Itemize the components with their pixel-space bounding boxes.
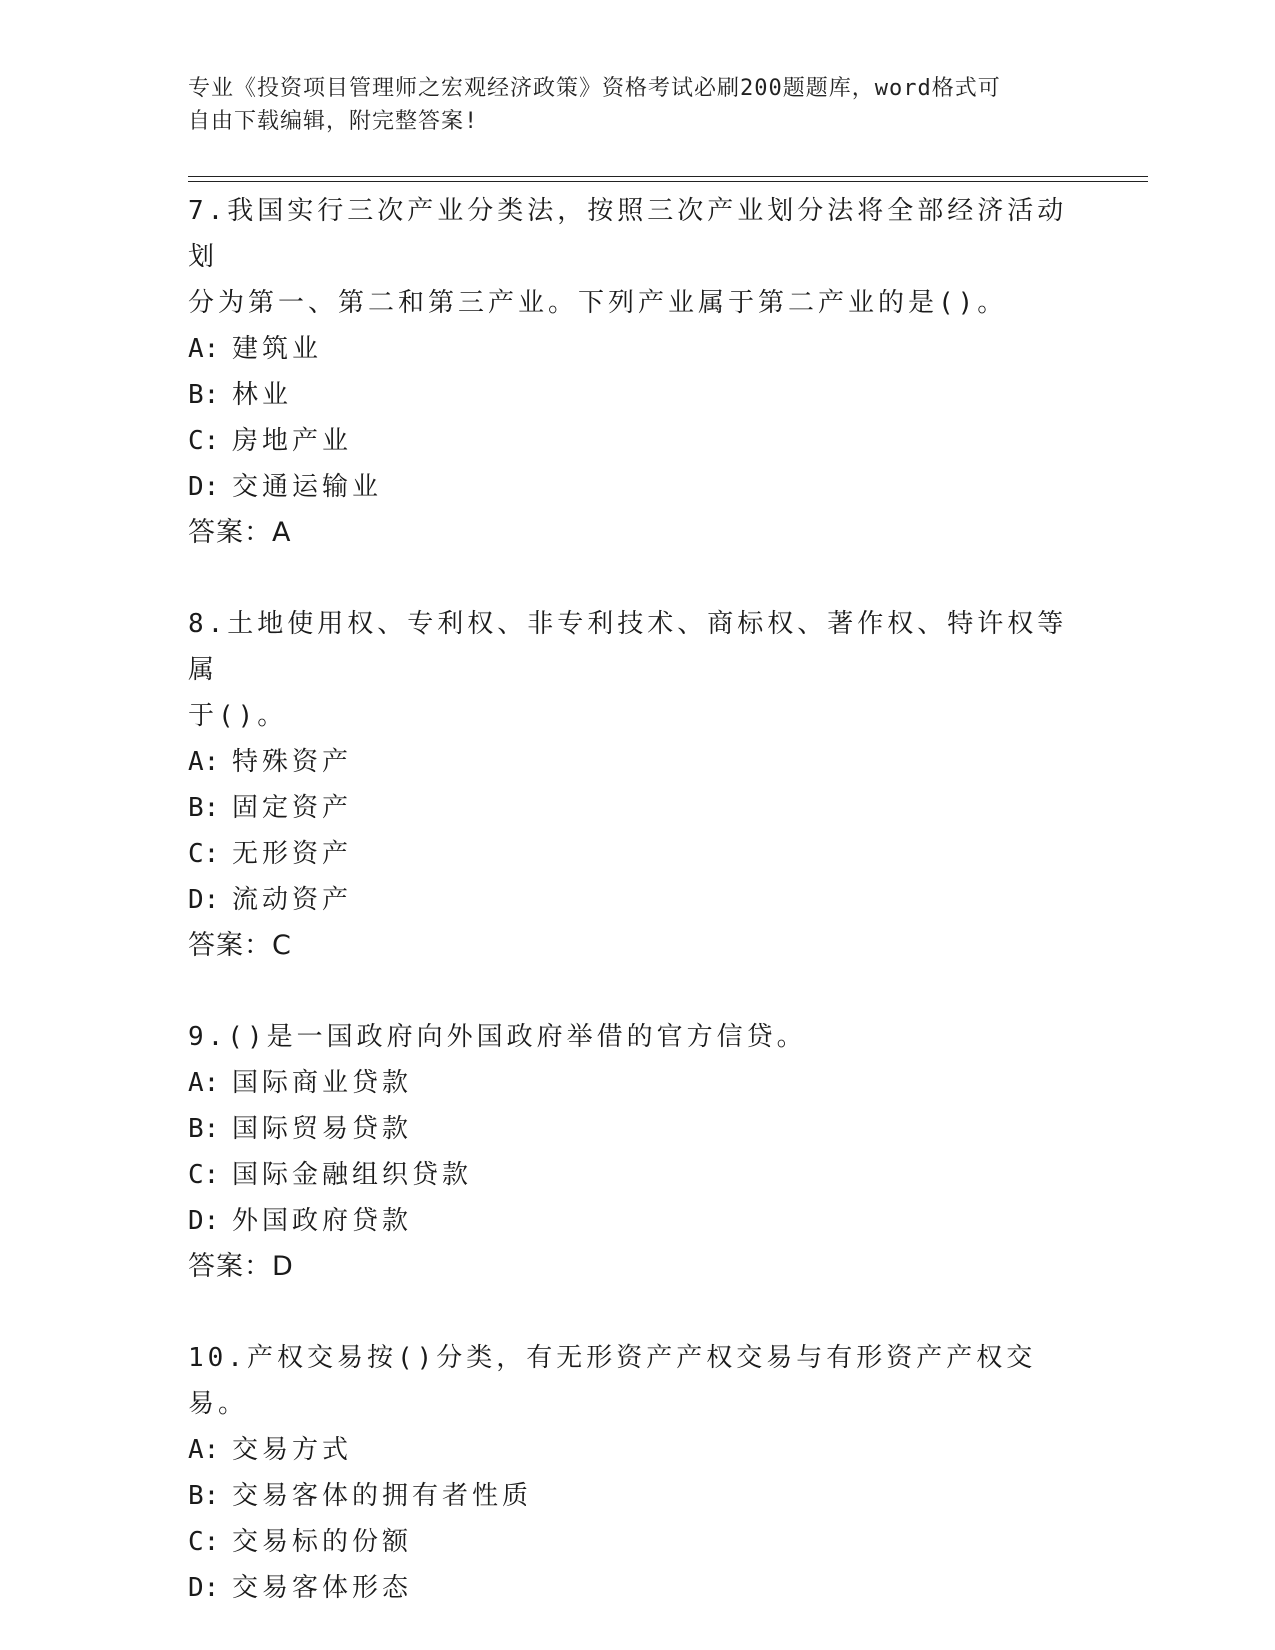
- option-text: 交易客体形态: [232, 1573, 413, 1603]
- option-a: [188, 739, 1088, 785]
- question-spacer: [188, 1290, 1088, 1335]
- header-divider-top: [188, 176, 1148, 177]
- question-text-line: 10.产权交易按()分类，有无形资产产权交易与有形资产产权交易。: [188, 1343, 1037, 1419]
- option-letter: D:: [188, 1206, 220, 1236]
- option-letter: A:: [188, 747, 220, 777]
- option-letter: A:: [188, 1068, 220, 1098]
- option-text: 交通运输业: [232, 472, 383, 502]
- answer-label: 答案：C: [188, 930, 292, 961]
- option-text: 交易方式: [232, 1435, 353, 1465]
- option-d: [188, 1198, 1088, 1244]
- option-a: [188, 326, 1088, 372]
- question-text-line: 于()。: [188, 701, 288, 731]
- question-text-line: 分为第一、第二和第三产业。下列产业属于第二产业的是()。: [188, 288, 1008, 318]
- question-spacer: [188, 556, 1088, 601]
- option-a: [188, 1427, 1088, 1473]
- option-letter: D:: [188, 885, 220, 915]
- header-divider-bottom: [188, 181, 1148, 182]
- option-letter: C:: [188, 1160, 220, 1190]
- option-letter: A:: [188, 334, 220, 364]
- header-line-1: 专业《投资项目管理师之宏观经济政策》资格考试必刷200题题库，word格式可: [188, 76, 1001, 101]
- option-text: 国际商业贷款: [232, 1068, 413, 1098]
- answer-label: 答案：A: [188, 517, 292, 548]
- option-letter: B:: [188, 1481, 220, 1511]
- question-list: [188, 188, 1088, 1611]
- option-text: 交易客体的拥有者性质: [232, 1481, 533, 1511]
- option-b: [188, 785, 1088, 831]
- option-b: [188, 372, 1088, 418]
- option-c: [188, 1519, 1088, 1565]
- question-text-line: 7.我国实行三次产业分类法，按照三次产业划分法将全部经济活动划: [188, 196, 1068, 272]
- option-text: 无形资产: [232, 839, 353, 869]
- option-b: [188, 1106, 1088, 1152]
- option-text: 国际金融组织贷款: [232, 1160, 473, 1190]
- document-header: [188, 72, 1088, 138]
- option-text: 建筑业: [232, 334, 323, 364]
- option-letter: D:: [188, 1573, 220, 1603]
- option-letter: B:: [188, 793, 220, 823]
- question-10: [188, 1335, 1088, 1611]
- option-a: [188, 1060, 1088, 1106]
- option-d: [188, 464, 1088, 510]
- question-8: [188, 601, 1088, 969]
- option-d: [188, 877, 1088, 923]
- option-text: 流动资产: [232, 885, 353, 915]
- option-text: 特殊资产: [232, 747, 353, 777]
- option-c: [188, 1152, 1088, 1198]
- option-text: 交易标的份额: [232, 1527, 413, 1557]
- option-c: [188, 831, 1088, 877]
- question-text-line: 9.()是一国政府向外国政府举借的官方信贷。: [188, 1022, 807, 1052]
- option-letter: B:: [188, 1114, 220, 1144]
- option-text: 林业: [232, 380, 293, 410]
- option-text: 国际贸易贷款: [232, 1114, 413, 1144]
- option-letter: C:: [188, 426, 220, 456]
- option-text: 房地产业: [232, 426, 353, 456]
- question-spacer: [188, 969, 1088, 1014]
- question-9: [188, 1014, 1088, 1290]
- question-7: [188, 188, 1088, 556]
- header-line-2: 自由下载编辑，附完整答案!: [188, 109, 479, 134]
- option-letter: D:: [188, 472, 220, 502]
- option-letter: A:: [188, 1435, 220, 1465]
- option-text: 固定资产: [232, 793, 353, 823]
- question-text-line: 8.土地使用权、专利权、非专利技术、商标权、著作权、特许权等属: [188, 609, 1068, 685]
- option-b: [188, 1473, 1088, 1519]
- option-letter: C:: [188, 1527, 220, 1557]
- option-c: [188, 418, 1088, 464]
- option-d: [188, 1565, 1088, 1611]
- option-letter: C:: [188, 839, 220, 869]
- option-text: 外国政府贷款: [232, 1206, 413, 1236]
- option-letter: B:: [188, 380, 220, 410]
- answer-label: 答案：D: [188, 1251, 294, 1282]
